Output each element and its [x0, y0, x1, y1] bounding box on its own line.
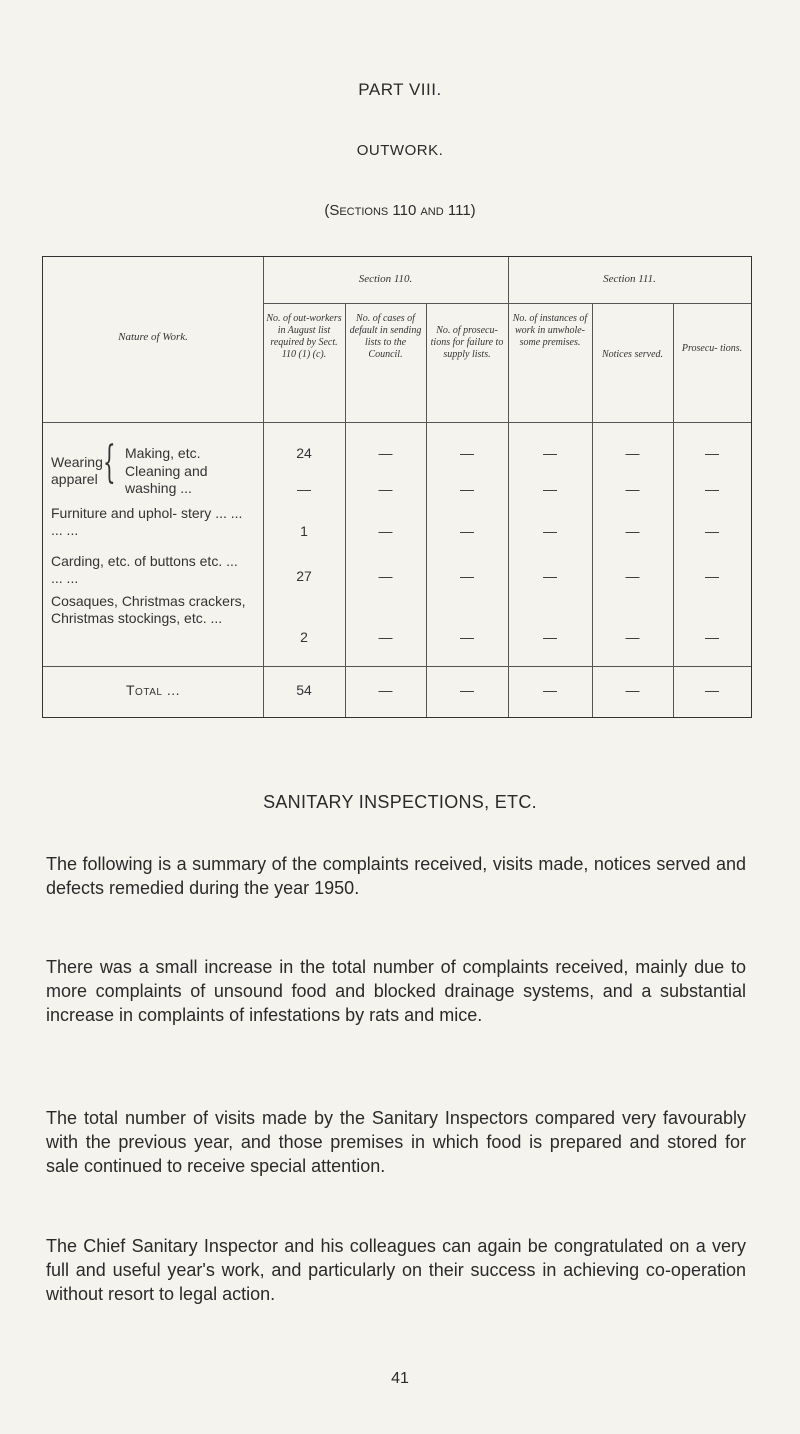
total-cell: — — [705, 682, 719, 698]
cell: — — [543, 568, 557, 584]
cell: — — [460, 445, 474, 461]
col-divider — [592, 303, 593, 717]
row-label: Furniture and uphol- stery ... ... ... ... — [51, 505, 243, 538]
col-header-default-cases: No. of cases of default in sending lists to the Council. — [349, 313, 422, 360]
header-bottom-rule — [43, 422, 751, 423]
cell: 27 — [296, 568, 312, 584]
col-divider — [673, 303, 674, 717]
cell: — — [378, 481, 393, 497]
cell: — — [460, 481, 474, 497]
paragraph: The Chief Sanitary Inspector and his colleagues can again be congratulated on a very full and useful year's work, and particularly on their success in achieving co-operation without resort to legal action. — [46, 1236, 746, 1304]
section-111-header: Section 111. — [603, 273, 656, 285]
total-label: Total ... — [126, 682, 180, 698]
cell: 2 — [300, 629, 308, 645]
cell: — — [460, 523, 474, 539]
header-divider — [263, 303, 751, 304]
cell: — — [378, 568, 393, 584]
paragraph: The total number of visits made by the Sanitary Inspectors compared very favourably with the previous year, and those premises in which food is prepared and stored for sale continued to receive special attention. — [46, 1108, 746, 1176]
cell: — — [460, 629, 474, 645]
row-label: Carding, etc. of buttons etc. ... ... ... — [51, 553, 238, 586]
row-label: Cleaning and washing ... — [125, 463, 208, 496]
cell: — — [378, 445, 393, 461]
total-cell: 54 — [296, 682, 312, 698]
part-heading: PART VIII. — [358, 80, 442, 99]
group-label-wearing-apparel: Wearing apparel — [51, 454, 103, 487]
outwork-table — [42, 256, 752, 718]
total-cell: — — [625, 682, 640, 698]
cell: — — [705, 445, 719, 461]
cell: — — [543, 445, 557, 461]
sanitary-heading: SANITARY INSPECTIONS, ETC. — [263, 792, 537, 812]
col-header-prosecutions-lists: No. of prosecu- tions for failure to supply lists. — [430, 325, 504, 360]
cell: — — [625, 481, 640, 497]
row-label: Cosaques, Christmas crackers, Christmas stockings, etc. ... — [51, 593, 246, 626]
cell: — — [705, 629, 719, 645]
cell: — — [543, 629, 557, 645]
cell: — — [378, 629, 393, 645]
cell: — — [460, 568, 474, 584]
col-header-prosecutions: Prosecu- tions. — [681, 343, 743, 354]
row-label: Making, etc. — [125, 445, 201, 461]
total-cell: — — [543, 682, 557, 698]
cell: — — [625, 445, 640, 461]
col-header-notices: Notices served. — [601, 349, 664, 360]
col-header-outworkers: No. of out-workers in August list required by Sect. 110 (1) (c). — [266, 313, 342, 360]
cell: 24 — [296, 445, 312, 461]
cell: — — [543, 481, 557, 497]
total-cell: — — [378, 682, 393, 698]
cell: — — [625, 523, 640, 539]
cell: — — [705, 523, 719, 539]
cell: — — [705, 568, 719, 584]
paragraph: There was a small increase in the total number of complaints received, mainly due to more complaints of unsound food and blocked drainage systems, and a substantial increase in complaints of infestations by rats and mice. — [46, 957, 746, 1025]
total-cell: — — [460, 682, 474, 698]
cell: — — [705, 481, 719, 497]
cell: — — [378, 523, 393, 539]
cell: 1 — [300, 523, 308, 539]
cell: — — [625, 568, 640, 584]
cell: — — [625, 629, 640, 645]
cell: — — [297, 481, 311, 497]
section-110-header: Section 110. — [358, 273, 413, 285]
page-number: 41 — [391, 1370, 409, 1387]
col-divider — [345, 303, 346, 717]
sections-subheading: (Sections 110 and 111) — [324, 202, 476, 219]
paragraph: The following is a summary of the complaints received, visits made, notices served and defects remedied during the year 1950. — [46, 854, 746, 898]
col-header-unwholesome: No. of instances of work in unwhole- some premises. — [512, 313, 588, 348]
col-divider — [426, 303, 427, 717]
brace-icon: { — [103, 437, 116, 488]
nature-of-work-header: Nature of Work. — [118, 331, 188, 343]
cell: — — [543, 523, 557, 539]
outwork-heading: OUTWORK. — [356, 142, 444, 159]
total-rule — [43, 666, 751, 667]
